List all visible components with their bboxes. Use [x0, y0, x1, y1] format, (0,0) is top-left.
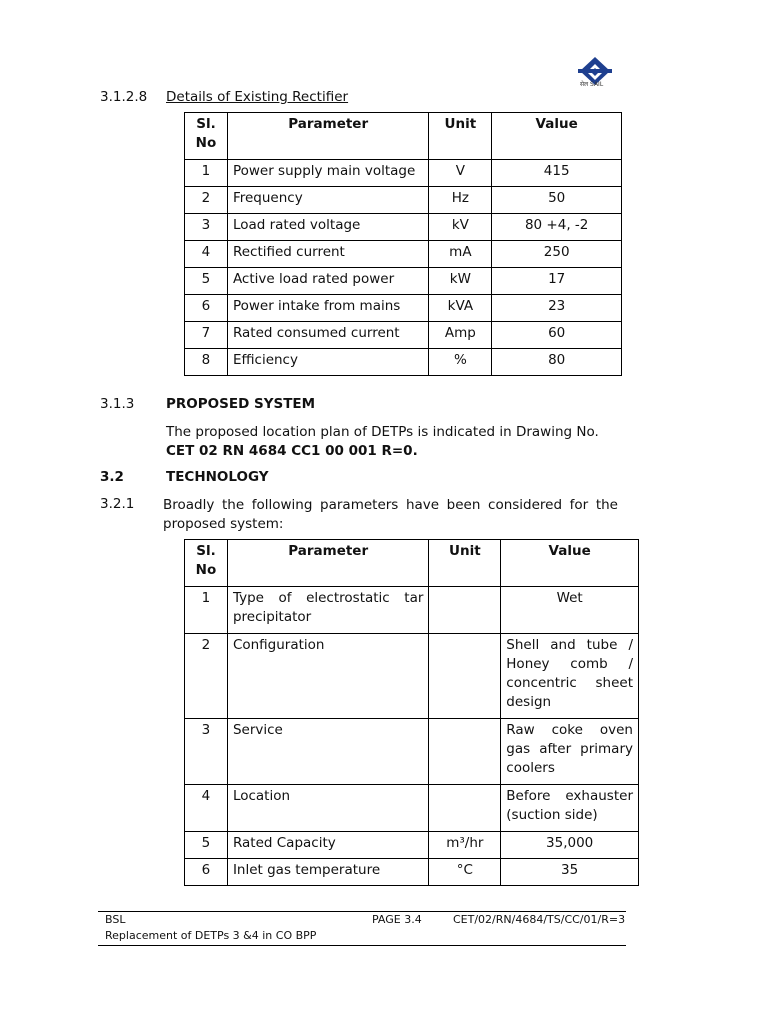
cell-value: Raw coke oven gas after primary coolers: [501, 719, 639, 785]
section-number: 3.1.3: [100, 396, 135, 412]
cell-unit: m³/hr: [429, 832, 501, 859]
cell-value: 17: [492, 268, 622, 295]
cell-unit: kW: [429, 268, 492, 295]
cell-sl-no: 1: [185, 587, 228, 634]
table-row: [185, 859, 639, 886]
cell-value: 415: [492, 160, 622, 187]
table-row: [185, 587, 639, 634]
footer-divider: [98, 945, 626, 946]
section-title: PROPOSED SYSTEM: [166, 396, 316, 412]
cell-parameter: Inlet gas temperature: [227, 859, 428, 886]
cell-parameter: Type of electrostatic tar precipitator: [227, 587, 428, 634]
section-title: TECHNOLOGY: [166, 469, 269, 485]
table-row: [185, 187, 622, 214]
header-unit: Unit: [429, 540, 501, 587]
cell-sl-no: 6: [185, 295, 228, 322]
footer-divider: [98, 911, 626, 912]
cell-unit: [429, 785, 501, 832]
cell-unit: mA: [429, 241, 492, 268]
cell-sl-no: 5: [185, 268, 228, 295]
cell-sl-no: 3: [185, 214, 228, 241]
cell-unit: V: [429, 160, 492, 187]
table-row: [185, 160, 622, 187]
cell-parameter: Configuration: [227, 634, 428, 719]
cell-unit: [429, 719, 501, 785]
section-number: 3.2.1: [100, 496, 135, 512]
table-row: [185, 832, 639, 859]
cell-sl-no: 2: [185, 634, 228, 719]
footer-org: BSL: [105, 913, 126, 926]
footer-doc-ref: CET/02/RN/4684/TS/CC/01/R=3: [453, 913, 626, 926]
cell-sl-no: 7: [185, 322, 228, 349]
cell-unit: Hz: [429, 187, 492, 214]
table-row: [185, 214, 622, 241]
table-row: [185, 241, 622, 268]
cell-sl-no: 3: [185, 719, 228, 785]
cell-parameter: Rated consumed current: [227, 322, 428, 349]
cell-parameter: Load rated voltage: [227, 214, 428, 241]
table-row: [185, 268, 622, 295]
table-row: [185, 634, 639, 719]
proposed-system-text: The proposed location plan of DETPs is indicated in Drawing No. CET 02 RN 4684 CC1 00 001 R=0.: [166, 424, 599, 459]
header-parameter: Parameter: [227, 113, 428, 160]
section-number: 3.1.2.8: [100, 89, 148, 105]
cell-unit: kVA: [429, 295, 492, 322]
cell-sl-no: 8: [185, 349, 228, 376]
cell-sl-no: 1: [185, 160, 228, 187]
table-row: [185, 719, 639, 785]
cell-value: 250: [492, 241, 622, 268]
cell-parameter: Active load rated power: [227, 268, 428, 295]
cell-parameter: Power intake from mains: [227, 295, 428, 322]
considered-parameters-text: Broadly the following parameters have been considered for the proposed system:: [163, 497, 618, 532]
cell-parameter: Frequency: [227, 187, 428, 214]
cell-sl-no: 4: [185, 241, 228, 268]
header-parameter: Parameter: [227, 540, 428, 587]
drawing-number: CET 02 RN 4684 CC1 00 001 R=0.: [166, 443, 418, 459]
cell-parameter: Service: [227, 719, 428, 785]
logo-text: सेल SAIL: [580, 81, 604, 88]
cell-parameter: Rectified current: [227, 241, 428, 268]
cell-unit: Amp: [429, 322, 492, 349]
cell-parameter: Location: [227, 785, 428, 832]
header-sl-no: Sl. No: [185, 113, 228, 160]
table-row: [185, 295, 622, 322]
existing-rectifier-table: [184, 112, 622, 376]
header-sl-no: Sl. No: [185, 540, 228, 587]
footer-page: PAGE 3.4: [372, 913, 422, 926]
cell-sl-no: 5: [185, 832, 228, 859]
cell-value: 35: [501, 859, 639, 886]
header-value: Value: [492, 113, 622, 160]
cell-value: 50: [492, 187, 622, 214]
header-unit: Unit: [429, 113, 492, 160]
cell-value: Wet: [501, 587, 639, 634]
table-row: [185, 349, 622, 376]
cell-unit: %: [429, 349, 492, 376]
header-value: Value: [501, 540, 639, 587]
cell-sl-no: 6: [185, 859, 228, 886]
cell-sl-no: 4: [185, 785, 228, 832]
cell-unit: kV: [429, 214, 492, 241]
cell-unit: °C: [429, 859, 501, 886]
cell-unit: [429, 587, 501, 634]
section-number: 3.2: [100, 469, 124, 485]
cell-parameter: Power supply main voltage: [227, 160, 428, 187]
cell-unit: [429, 634, 501, 719]
cell-parameter: Efficiency: [227, 349, 428, 376]
footer-project: Replacement of DETPs 3 &4 in CO BPP: [105, 929, 317, 942]
cell-value: Before exhauster (suction side): [501, 785, 639, 832]
table-row: [185, 785, 639, 832]
cell-value: 80 +4, -2: [492, 214, 622, 241]
cell-value: 80: [492, 349, 622, 376]
cell-sl-no: 2: [185, 187, 228, 214]
section-title: Details of Existing Rectifier: [166, 89, 349, 105]
table-row: [185, 322, 622, 349]
cell-value: 23: [492, 295, 622, 322]
cell-value: 60: [492, 322, 622, 349]
cell-value: Shell and tube / Honey comb / concentric sheet design: [501, 634, 639, 719]
proposed-system-table: [184, 539, 639, 886]
cell-parameter: Rated Capacity: [227, 832, 428, 859]
cell-value: 35,000: [501, 832, 639, 859]
